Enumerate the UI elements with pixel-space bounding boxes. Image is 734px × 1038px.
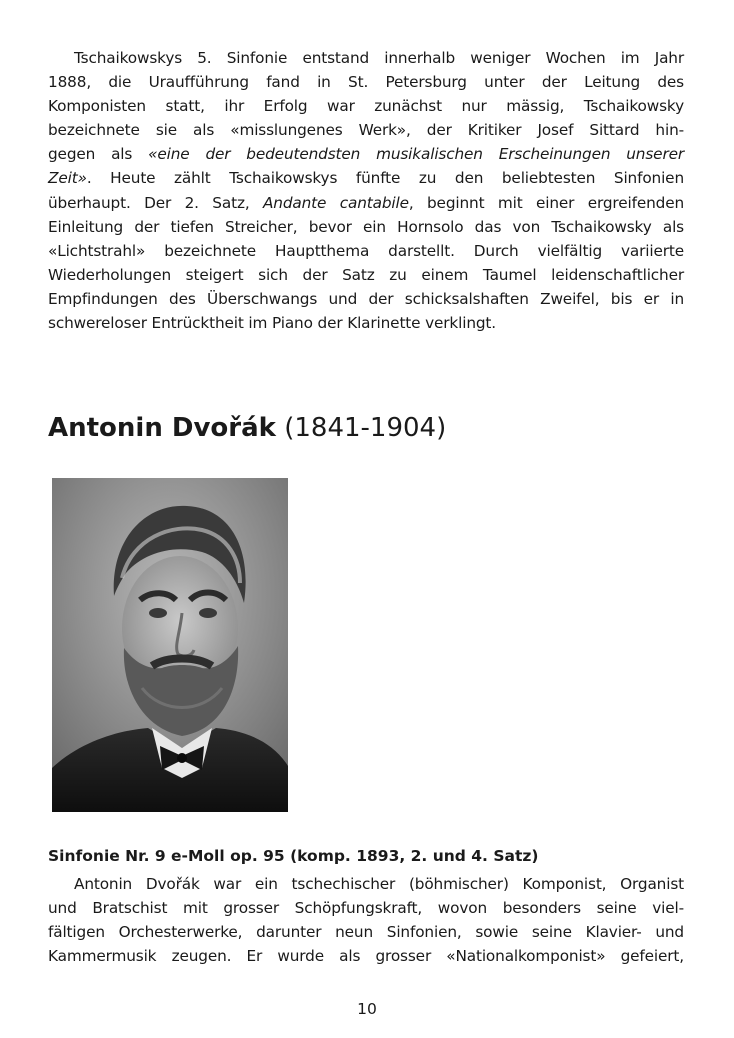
composer-name: Antonin Dvořák	[48, 413, 276, 443]
text-fragment: , beginnt mit einer ergreifenden	[408, 193, 684, 212]
text-line: fältigen Orchesterwerke, darunter neun Sinfonien, sowie seine Klavier- und	[48, 923, 684, 942]
dvorak-paragraph	[48, 872, 684, 968]
intro-paragraph	[48, 46, 684, 335]
italic-quote-end: Zeit»	[48, 169, 87, 188]
text-line: schwereloser Entrücktheit im Piano der Klarinette verklingt.	[48, 314, 496, 333]
text-line: Antonin Dvořák war ein tschechischer (böhmischer) Komponist, Organist	[74, 875, 684, 893]
work-title: Sinfonie Nr. 9 e-Moll op. 95 (komp. 1893, 2. und 4. Satz)	[48, 847, 539, 865]
page-number: 10	[357, 1000, 377, 1018]
text-line: Kammermusik zeugen. Er wurde als grosser «Nationalkomponist» gefeiert,	[48, 947, 684, 966]
text-line: Wiederholungen steigert sich der Satz zu einem Taumel leidenschaftlicher	[48, 265, 684, 284]
text-line	[48, 142, 684, 166]
text-line	[48, 191, 684, 215]
italic-movement-title: Andante cantabile	[262, 193, 409, 212]
text-line: und Bratschist mit grosser Schöpfungskraft, wovon besonders seine viel-	[48, 899, 684, 918]
text-line: 1888, die Uraufführung fand in St. Petersburg unter der Leitung des	[48, 73, 684, 92]
composer-heading	[48, 411, 446, 445]
text-line: Einleitung der tiefen Streicher, bevor ein Hornsolo das von Tschaikowsky als	[48, 217, 684, 236]
composer-portrait	[52, 478, 288, 812]
text-line: Komponisten statt, ihr Erfolg war zunächst nur mässig, Tschaikowsky	[48, 97, 684, 116]
text-line	[48, 166, 684, 190]
text-line: bezeichnete sie als «misslungenes Werk», der Kritiker Josef Sittard hin-	[48, 121, 684, 140]
text-line: Tschaikowskys 5. Sinfonie entstand innerhalb weniger Wochen im Jahr	[74, 49, 684, 67]
text-fragment: gegen als	[48, 145, 149, 164]
text-line: Empfindungen des Überschwangs und der schicksalshaften Zweifel, bis er in	[48, 289, 684, 308]
composer-years: (1841-1904)	[284, 413, 447, 443]
text-line: «Lichtstrahl» bezeichnete Hauptthema darstellt. Durch vielfältig variierte	[48, 241, 684, 260]
text-fragment: überhaupt. Der 2. Satz,	[48, 193, 263, 212]
italic-quote: «eine der bedeutendsten musikalischen Erscheinungen unserer	[148, 145, 684, 164]
text-fragment: . Heute zählt Tschaikowskys fünfte zu den beliebtesten Sinfonien	[86, 169, 684, 188]
